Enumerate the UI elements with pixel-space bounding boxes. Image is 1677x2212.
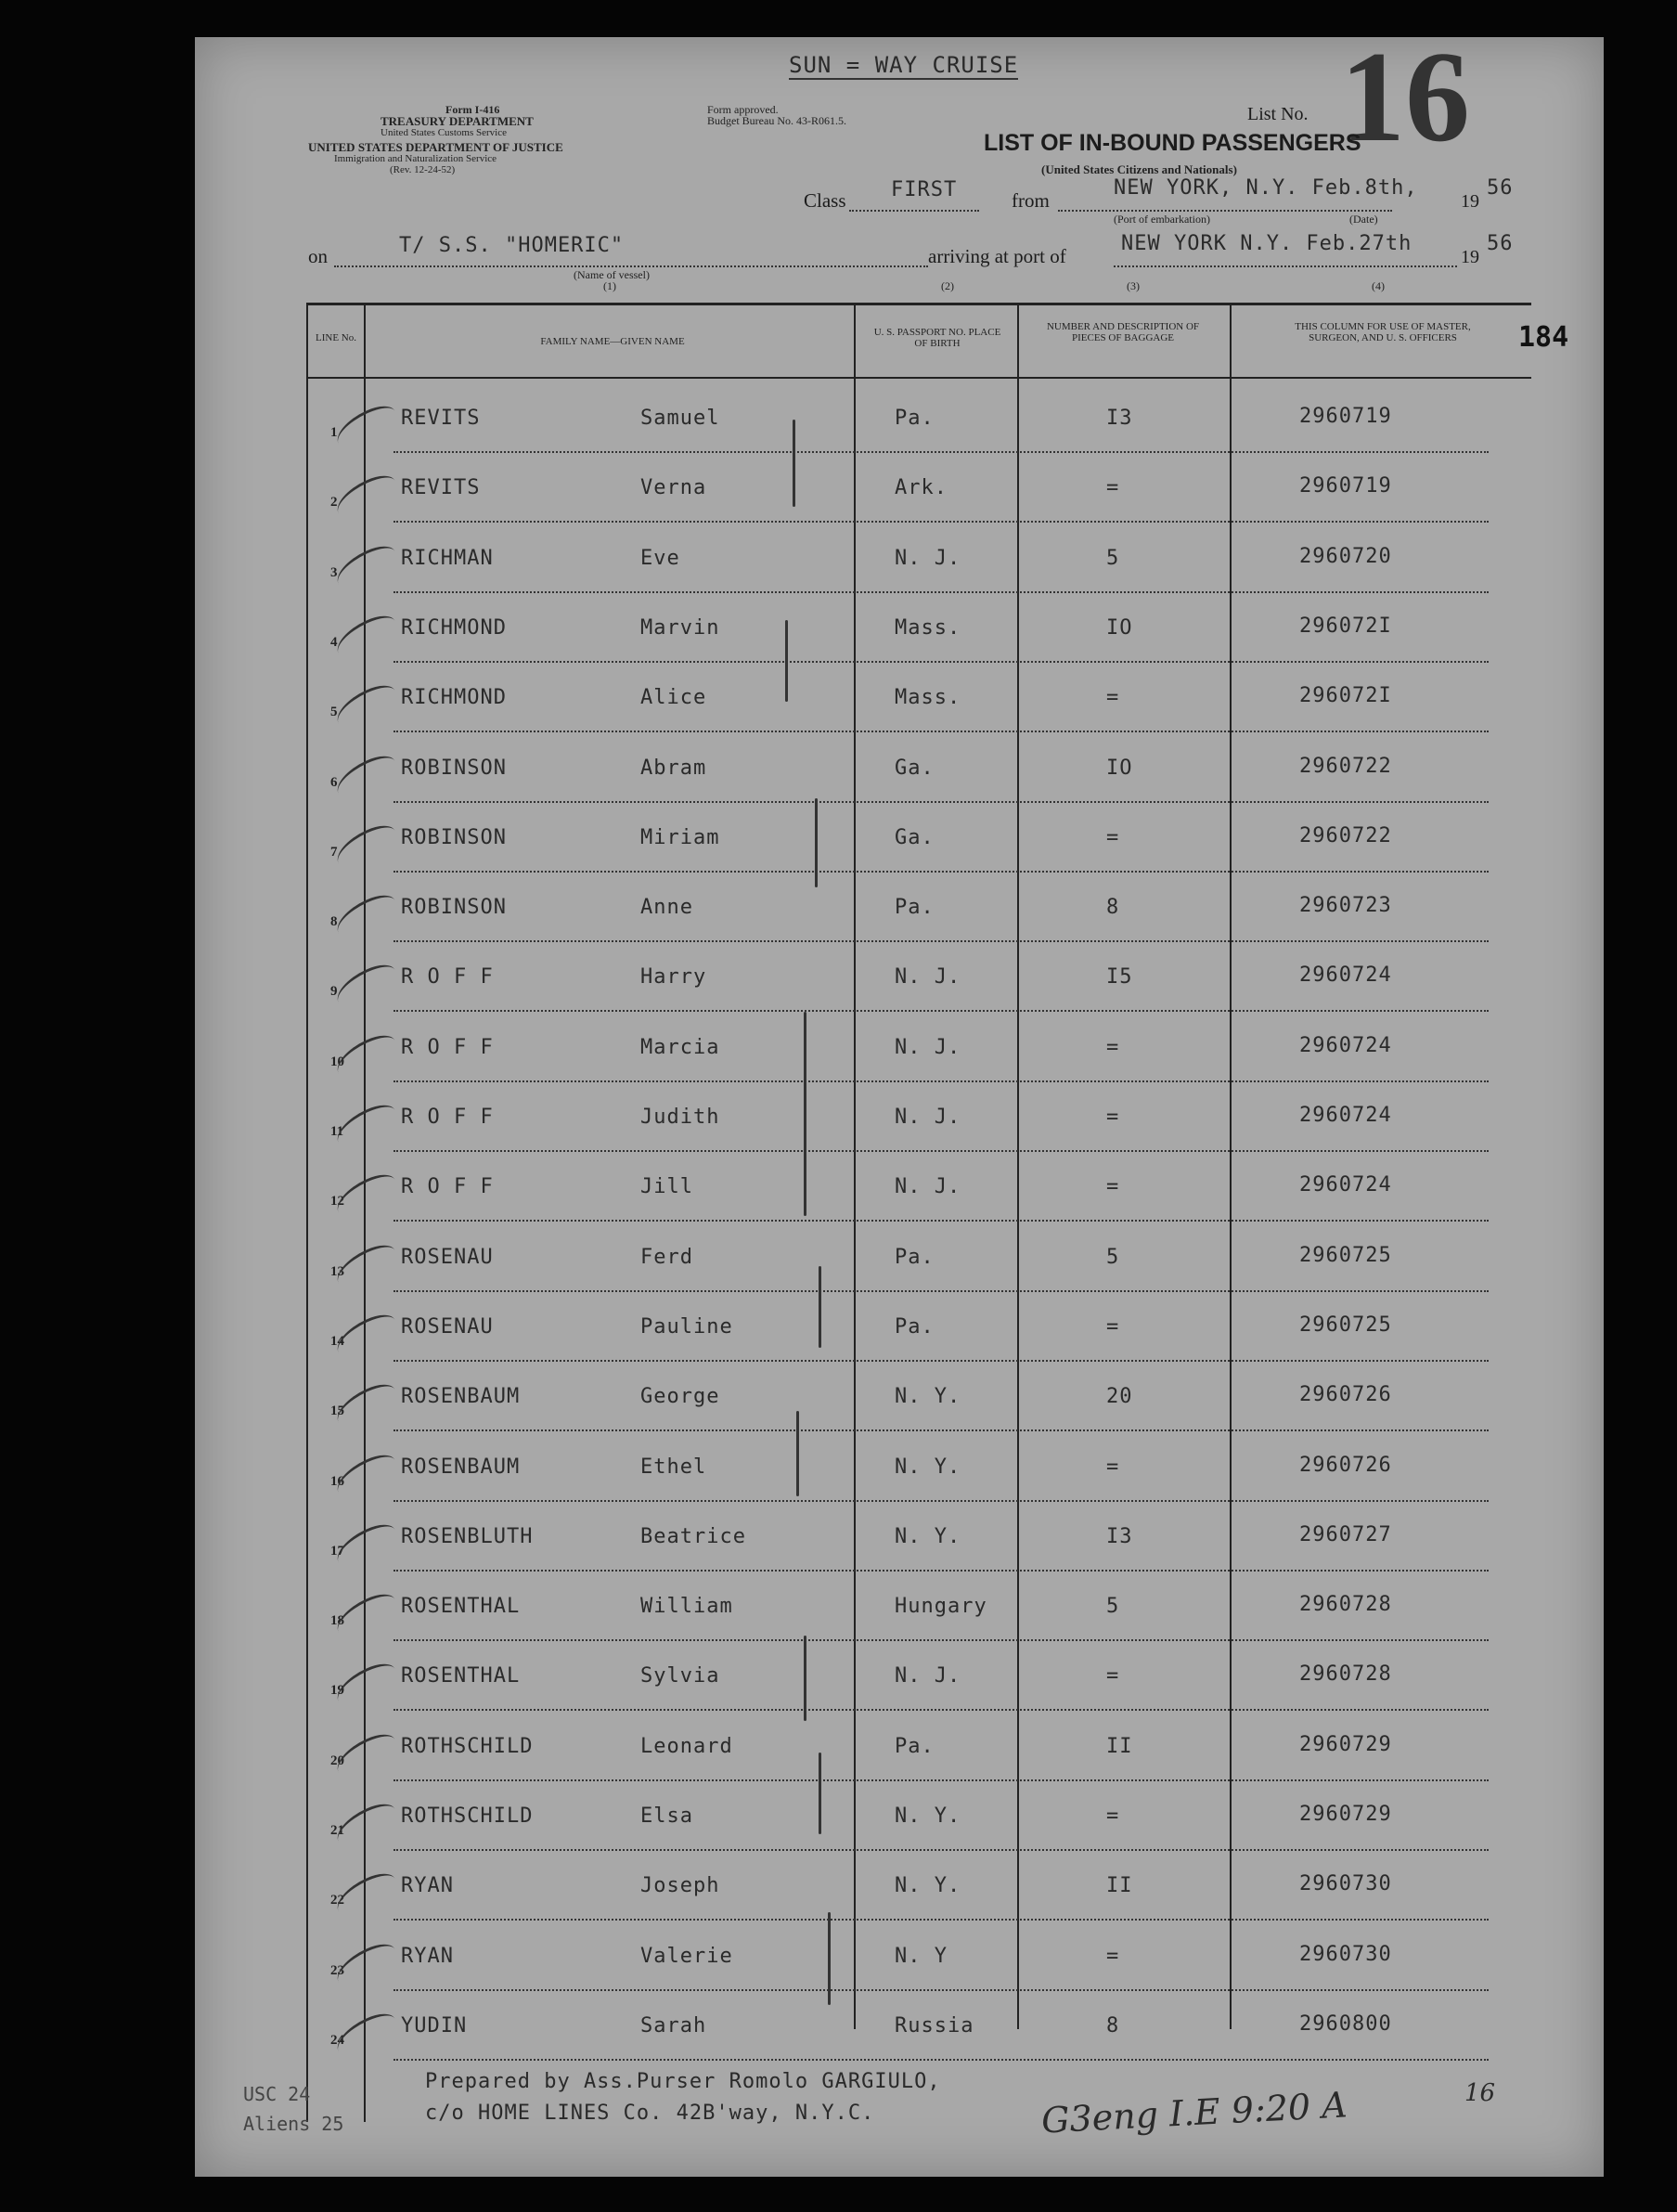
row-rule	[393, 731, 1489, 732]
check-mark	[330, 1658, 402, 1713]
given-name: Eve	[640, 547, 680, 570]
arriving-label: arriving at port of	[928, 245, 1066, 267]
baggage-count: =	[1106, 1036, 1120, 1059]
line-number: 11	[330, 1124, 344, 1139]
given-name: Verna	[640, 476, 707, 499]
officer-number: 2960723	[1299, 894, 1392, 917]
family-bracket	[828, 1912, 831, 2005]
line-number: 12	[330, 1194, 344, 1209]
year-prefix: 19	[1461, 191, 1479, 212]
from-value: NEW YORK, N.Y. Feb.8th,	[1114, 176, 1418, 200]
baggage-count: I5	[1106, 965, 1133, 989]
place-of-birth: N. J.	[895, 1175, 961, 1198]
baggage-count: =	[1106, 476, 1120, 499]
row-rule	[393, 801, 1489, 803]
place-of-birth: N. Y.	[895, 1385, 961, 1408]
col2-number: (2)	[941, 279, 954, 292]
line-number: 2	[330, 495, 338, 510]
baggage-count: =	[1106, 1315, 1120, 1339]
line-number: 18	[330, 1613, 344, 1628]
officer-number: 2960730	[1299, 1872, 1392, 1895]
officer-number: 2960725	[1299, 1244, 1392, 1267]
officer-number: 2960719	[1299, 405, 1392, 428]
list-no-label: List No.	[1247, 104, 1309, 124]
handwritten-notation: G3eng I.E 9:20 A	[1040, 2084, 1348, 2141]
place-of-birth: N. J.	[895, 1036, 961, 1059]
check-mark	[330, 1868, 402, 1922]
table-row	[195, 943, 1604, 1013]
baggage-count: =	[1106, 1805, 1120, 1828]
check-mark	[330, 1519, 402, 1573]
baggage-count: 8	[1106, 896, 1120, 919]
col-header-officers: THIS COLUMN FOR USE OF MASTER, SURGEON, AND U. S. OFFICERS	[1295, 321, 1471, 343]
check-mark	[330, 540, 402, 595]
table-row	[195, 1642, 1604, 1712]
line-number: 10	[330, 1054, 344, 1069]
class-label: Class	[804, 189, 846, 212]
vessel-underline	[334, 265, 928, 267]
check-mark	[330, 1378, 402, 1433]
col-header-line-no: LINE No.	[316, 332, 356, 343]
family-name: ROTHSCHILD	[401, 1735, 534, 1758]
line-number: 15	[330, 1404, 344, 1418]
table-row	[195, 734, 1604, 804]
baggage-count: I3	[1106, 407, 1133, 430]
table-row	[195, 1572, 1604, 1642]
place-of-birth: N. Y.	[895, 1455, 961, 1479]
row-rule	[393, 661, 1489, 663]
officer-number: 2960726	[1299, 1383, 1392, 1406]
place-of-birth: N. Y.	[895, 1874, 961, 1897]
officer-number: 2960724	[1299, 1034, 1392, 1057]
prepared-by-line-1: Prepared by Ass.Purser Romolo GARGIULO,	[425, 2070, 941, 2093]
officer-number: 2960729	[1299, 1803, 1392, 1826]
place-of-birth: Pa.	[895, 1735, 935, 1758]
col-header-baggage: NUMBER AND DESCRIPTION OF PIECES OF BAGGAGE	[1046, 321, 1200, 343]
officer-number: 2960724	[1299, 1104, 1392, 1127]
table-row	[195, 1852, 1604, 1921]
row-rule	[393, 1989, 1489, 1991]
place-of-birth: Pa.	[895, 896, 935, 919]
row-rule	[393, 1010, 1489, 1012]
officer-number: 2960724	[1299, 964, 1392, 987]
date-label: (Date)	[1349, 213, 1378, 226]
arriving-value: NEW YORK N.Y. Feb.27th	[1121, 232, 1413, 255]
table-row	[195, 873, 1604, 943]
budget-bureau: Budget Bureau No. 43-R061.5.	[707, 114, 846, 127]
family-name: R O F F	[401, 1175, 494, 1198]
check-mark	[330, 400, 402, 455]
place-of-birth: N. Y.	[895, 1805, 961, 1828]
family-name: ROSENAU	[401, 1246, 494, 1269]
col-header-passport: U. S. PASSPORT NO. PLACE OF BIRTH	[873, 327, 1001, 349]
family-name: ROSENBAUM	[401, 1385, 521, 1408]
officer-number: 2960730	[1299, 1943, 1392, 1966]
row-rule	[393, 2059, 1489, 2061]
table-row	[195, 1713, 1604, 1782]
given-name: George	[640, 1385, 720, 1408]
year2-prefix: 19	[1461, 247, 1479, 267]
given-name: Judith	[640, 1106, 720, 1129]
family-name: REVITS	[401, 407, 481, 430]
given-name: Valerie	[640, 1945, 733, 1968]
check-mark	[330, 1309, 402, 1364]
check-mark	[330, 1449, 402, 1504]
row-rule	[393, 1779, 1489, 1781]
officer-number: 2960722	[1299, 755, 1392, 778]
given-name: Sarah	[640, 2014, 707, 2037]
place-of-birth: Pa.	[895, 1246, 935, 1269]
baggage-count: II	[1106, 1874, 1133, 1897]
officer-number: 2960726	[1299, 1454, 1392, 1477]
col4-number: (4)	[1372, 279, 1385, 292]
row-rule	[393, 521, 1489, 523]
from-underline	[1058, 210, 1392, 212]
family-name: R O F F	[401, 1106, 494, 1129]
prepared-by-line-2: c/o HOME LINES Co. 42B'way, N.Y.C.	[425, 2102, 875, 2125]
family-name: ROBINSON	[401, 757, 507, 780]
table-row	[195, 1083, 1604, 1153]
check-mark	[330, 610, 402, 665]
table-row	[195, 594, 1604, 664]
table-row	[195, 384, 1604, 454]
given-name: Sylvia	[640, 1664, 720, 1688]
table-top-border	[306, 303, 1531, 305]
baggage-count: I3	[1106, 1525, 1133, 1548]
line-number: 7	[330, 845, 338, 860]
family-name: ROBINSON	[401, 826, 507, 849]
table-row	[195, 1922, 1604, 1992]
baggage-count: IO	[1106, 757, 1133, 780]
baggage-count: 20	[1106, 1385, 1133, 1408]
row-rule	[393, 940, 1489, 942]
place-of-birth: Mass.	[895, 616, 961, 640]
vessel-label: (Name of vessel)	[574, 268, 650, 281]
treasury-department: TREASURY DEPARTMENT	[381, 114, 534, 128]
check-mark	[330, 1798, 402, 1853]
table-row	[195, 1223, 1604, 1293]
row-rule	[393, 1150, 1489, 1152]
line-number: 24	[330, 2033, 344, 2048]
family-name: R O F F	[401, 965, 494, 989]
given-name: Ethel	[640, 1455, 707, 1479]
family-bracket	[796, 1411, 799, 1496]
line-number: 22	[330, 1893, 344, 1908]
place-of-birth: N. J.	[895, 1664, 961, 1688]
place-of-birth: Russia	[895, 2014, 974, 2037]
family-name: R O F F	[401, 1036, 494, 1059]
baggage-count: 5	[1106, 547, 1120, 570]
family-bracket	[819, 1753, 821, 1834]
row-rule	[393, 1639, 1489, 1641]
given-name: Alice	[640, 686, 707, 709]
family-name: ROSENTHAL	[401, 1664, 521, 1688]
justice-department: UNITED STATES DEPARTMENT OF JUSTICE	[308, 140, 563, 154]
line-number: 6	[330, 775, 338, 790]
ins-service: Immigration and Naturalization Service	[334, 153, 497, 164]
place-of-birth: Ark.	[895, 476, 948, 499]
given-name: Anne	[640, 896, 693, 919]
line-number: 23	[330, 1963, 344, 1978]
place-of-birth: Ga.	[895, 826, 935, 849]
line-number: 16	[330, 1474, 344, 1489]
family-bracket	[785, 620, 788, 702]
row-rule	[393, 1570, 1489, 1572]
from-label: from	[1012, 189, 1050, 212]
baggage-count: =	[1106, 1455, 1120, 1479]
manifest-page	[195, 25, 1604, 2177]
place-of-birth: N. J.	[895, 547, 961, 570]
check-mark	[330, 750, 402, 805]
page-number: 184	[1518, 321, 1569, 354]
given-name: Ferd	[640, 1246, 693, 1269]
line-number: 8	[330, 914, 338, 929]
list-number: 16	[1340, 25, 1470, 169]
family-bracket	[815, 798, 818, 887]
table-row	[195, 1363, 1604, 1432]
baggage-count: 5	[1106, 1246, 1120, 1269]
check-mark	[330, 1029, 402, 1084]
officer-number: 2960720	[1299, 545, 1392, 568]
line-number: 13	[330, 1264, 344, 1279]
baggage-count: =	[1106, 826, 1120, 849]
on-label: on	[308, 245, 328, 267]
check-mark	[330, 1099, 402, 1154]
row-rule	[393, 1429, 1489, 1431]
family-name: ROTHSCHILD	[401, 1805, 534, 1828]
officer-number: 296072I	[1299, 684, 1392, 707]
given-name: Marvin	[640, 616, 720, 640]
row-rule	[393, 1220, 1489, 1222]
col-header-name: FAMILY NAME—GIVEN NAME	[540, 336, 685, 347]
family-bracket	[793, 420, 795, 507]
given-name: William	[640, 1595, 733, 1618]
family-name: RICHMOND	[401, 686, 507, 709]
year2-value: 56	[1487, 232, 1514, 255]
family-name: RYAN	[401, 1874, 454, 1897]
revision: (Rev. 12-24-52)	[390, 164, 456, 175]
place-of-birth: Mass.	[895, 686, 961, 709]
baggage-count: IO	[1106, 616, 1133, 640]
line-number: 14	[330, 1334, 344, 1349]
officer-number: 2960722	[1299, 824, 1392, 847]
table-row	[195, 804, 1604, 873]
row-rule	[393, 451, 1489, 453]
family-name: ROSENBLUTH	[401, 1525, 534, 1548]
given-name: Leonard	[640, 1735, 733, 1758]
row-rule	[393, 1360, 1489, 1362]
place-of-birth: Ga.	[895, 757, 935, 780]
officer-number: 296072I	[1299, 614, 1392, 638]
check-mark	[330, 1728, 402, 1783]
officer-number: 2960728	[1299, 1662, 1392, 1686]
given-name: Beatrice	[640, 1525, 746, 1548]
given-name: Harry	[640, 965, 707, 989]
check-mark	[330, 1239, 402, 1294]
line-number: 9	[330, 984, 338, 999]
family-bracket	[804, 1636, 806, 1721]
baggage-count: 8	[1106, 2014, 1120, 2037]
family-name: ROSENAU	[401, 1315, 494, 1339]
row-rule	[393, 871, 1489, 873]
row-rule	[393, 591, 1489, 593]
vessel-name: T/ S.S. "HOMERIC"	[399, 234, 625, 257]
baggage-count: =	[1106, 1106, 1120, 1129]
check-mark	[330, 679, 402, 734]
line-number: 20	[330, 1753, 344, 1768]
row-rule	[393, 1290, 1489, 1292]
family-name: ROSENBAUM	[401, 1455, 521, 1479]
list-title: LIST OF IN-BOUND PASSENGERS	[984, 130, 1361, 156]
table-row	[195, 524, 1604, 594]
row-rule	[393, 1709, 1489, 1711]
table-row	[195, 1992, 1604, 2062]
given-name: Miriam	[640, 826, 720, 849]
customs-service: United States Customs Service	[381, 127, 507, 138]
family-name: RICHMOND	[401, 616, 507, 640]
cruise-title: SUN = WAY CRUISE	[789, 52, 1019, 78]
form-approved: Form approved.	[707, 103, 779, 116]
given-name: Joseph	[640, 1874, 720, 1897]
check-mark	[330, 889, 402, 944]
family-bracket	[819, 1266, 821, 1348]
check-mark	[330, 1938, 402, 1993]
family-bracket	[804, 1012, 806, 1216]
family-name: RYAN	[401, 1945, 454, 1968]
officer-number: 2960727	[1299, 1523, 1392, 1546]
family-name: YUDIN	[401, 2014, 468, 2037]
officer-number: 2960724	[1299, 1173, 1392, 1197]
line-number: 17	[330, 1544, 344, 1559]
given-name: Marcia	[640, 1036, 720, 1059]
given-name: Pauline	[640, 1315, 733, 1339]
baggage-count: 5	[1106, 1595, 1120, 1618]
year-value: 56	[1487, 176, 1514, 200]
check-mark	[330, 959, 402, 1014]
row-rule	[393, 1919, 1489, 1921]
family-name: REVITS	[401, 476, 481, 499]
table-header-border	[306, 377, 1531, 379]
line-number: 1	[330, 425, 338, 440]
form-number: Form I-416	[445, 103, 500, 116]
officer-number: 2960719	[1299, 474, 1392, 498]
place-of-birth: Pa.	[895, 1315, 935, 1339]
baggage-count: =	[1106, 686, 1120, 709]
arriving-underline	[1114, 265, 1457, 267]
table-row	[195, 454, 1604, 524]
place-of-birth: N. J.	[895, 965, 961, 989]
baggage-count: II	[1106, 1735, 1133, 1758]
row-rule	[393, 1849, 1489, 1851]
table-row	[195, 1433, 1604, 1503]
list-subtitle: (United States Citizens and Nationals)	[1041, 162, 1237, 176]
table-row	[195, 1293, 1604, 1363]
check-mark	[330, 1588, 402, 1643]
baggage-count: =	[1106, 1945, 1120, 1968]
family-name: RICHMAN	[401, 547, 494, 570]
port-embark-label: (Port of embarkation)	[1114, 213, 1210, 226]
line-number: 19	[330, 1683, 344, 1698]
given-name: Elsa	[640, 1805, 693, 1828]
table-row	[195, 1782, 1604, 1852]
row-rule	[393, 1080, 1489, 1082]
col3-number: (3)	[1127, 279, 1140, 292]
family-name: ROSENTHAL	[401, 1595, 521, 1618]
check-mark	[330, 470, 402, 524]
line-number: 5	[330, 705, 338, 719]
class-underline	[849, 210, 979, 212]
officer-number: 2960725	[1299, 1313, 1392, 1337]
place-of-birth: N. Y	[895, 1945, 948, 1968]
family-name: ROBINSON	[401, 896, 507, 919]
officer-number: 2960800	[1299, 2012, 1392, 2036]
line-number: 21	[330, 1823, 344, 1838]
place-of-birth: Pa.	[895, 407, 935, 430]
officer-number: 2960728	[1299, 1593, 1392, 1616]
check-mark	[330, 820, 402, 874]
given-name: Jill	[640, 1175, 693, 1198]
margin-aliens: Aliens 25	[243, 2113, 344, 2135]
vessel-col-num: (1)	[603, 279, 616, 292]
officer-number: 2960729	[1299, 1733, 1392, 1756]
given-name: Abram	[640, 757, 707, 780]
handwritten-list-no: 16	[1464, 2079, 1496, 2107]
line-number: 4	[330, 635, 338, 650]
place-of-birth: N. J.	[895, 1106, 961, 1129]
table-row	[195, 1014, 1604, 1083]
table-row	[195, 1153, 1604, 1222]
place-of-birth: Hungary	[895, 1595, 987, 1618]
table-row	[195, 1503, 1604, 1572]
row-rule	[393, 1500, 1489, 1502]
class-value: FIRST	[891, 178, 958, 201]
check-mark	[330, 1169, 402, 1223]
baggage-count: =	[1106, 1664, 1120, 1688]
check-mark	[330, 2008, 402, 2063]
given-name: Samuel	[640, 407, 720, 430]
table-row	[195, 664, 1604, 733]
line-number: 3	[330, 565, 338, 580]
baggage-count: =	[1106, 1175, 1120, 1198]
place-of-birth: N. Y.	[895, 1525, 961, 1548]
margin-usc: USC 24	[243, 2083, 311, 2105]
